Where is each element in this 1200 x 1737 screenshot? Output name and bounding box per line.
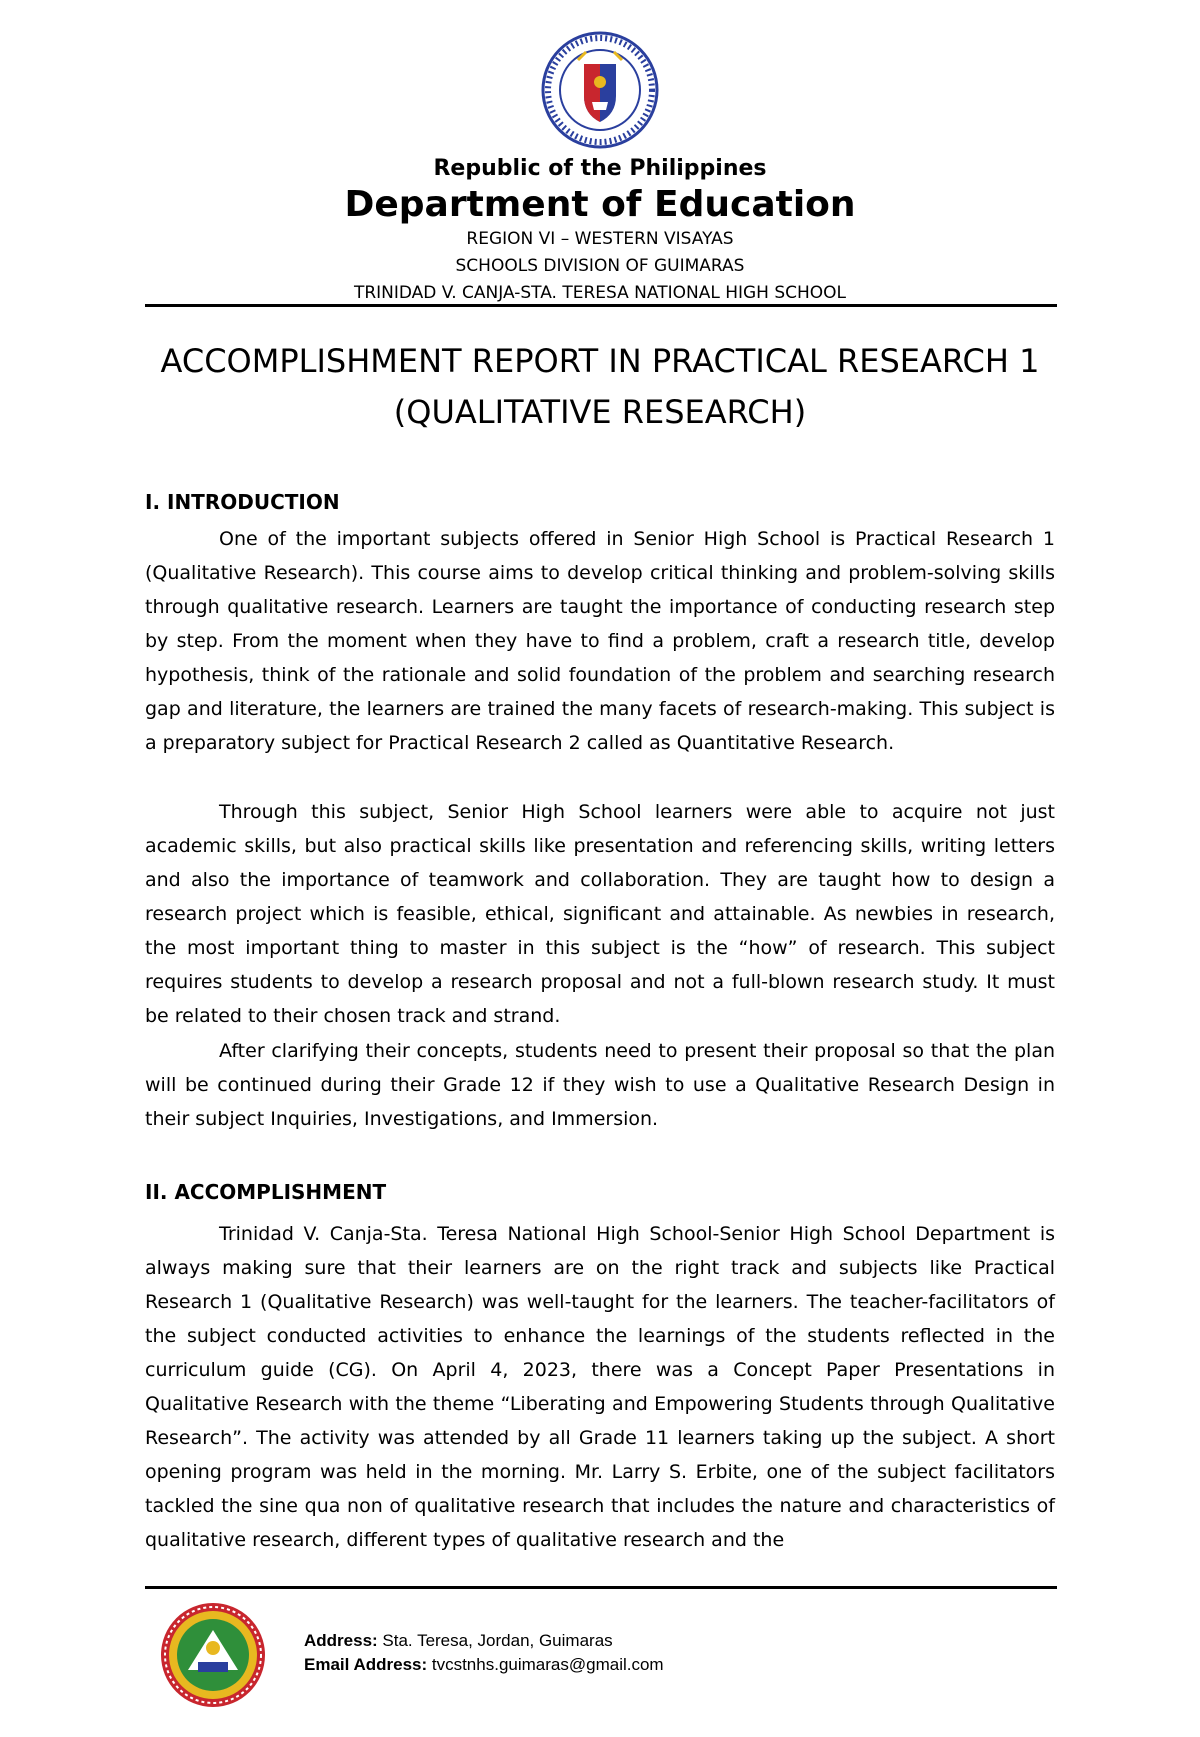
report-title-line2: (QUALITATIVE RESEARCH) [393, 393, 807, 431]
region-line: REGION VI – WESTERN VISAYAS [466, 229, 734, 249]
email-label: Email Address: [304, 1655, 428, 1674]
introduction-paragraph-3: After clarifying their concepts, students need to present their proposal so that the plan will be continued during their Grade 12 if they wish to use a Qualitative Research Design in their subject Inquiries, Investigations, and Immersion. [145, 1040, 1055, 1130]
address-label: Address: [304, 1631, 378, 1650]
school-line: TRINIDAD V. CANJA-STA. TERESA NATIONAL HIGH SCHOOL [353, 283, 847, 303]
department-heading: Department of Education [344, 184, 856, 225]
address-value: Sta. Teresa, Jordan, Guimaras [377, 1631, 613, 1650]
introduction-heading: I. INTRODUCTION [145, 490, 340, 514]
republic-heading: Republic of the Philippines [433, 156, 767, 181]
introduction-paragraph-2: Through this subject, Senior High School learners were able to acquire not just academic skills, but also practical skills like presentation and referencing skills, writing letters and also the importance of teamwork and collaboration. They are taught how to design a research project which is feasible, ethical, significant and attainable. As newbies in research, the most important thing to master in this subject is the “how” of research. This subject requires students to develop a research proposal and not a full-blown research study. It must be related to their chosen track and strand. [145, 801, 1055, 1027]
accomplishment-paragraph-1: Trinidad V. Canja-Sta. Teresa National High School-Senior High School Department is always making sure that their learners are on the right track and subjects like Practical Research 1 (Qualitative Research) was well-taught for the learners. The teacher-facilitators of the subject conducted activities to enhance the learnings of the students reflected in the curriculum guide (CG). On April 4, 2023, there was a Concept Paper Presentations in Qualitative Research with the theme “Liberating and Empowering Students through Qualitative Research”. The activity was attended by all Grade 11 learners taking up the subject. A short opening program was held in the morning. Mr. Larry S. Erbite, one of the subject facilitators tackled the sine qua non of qualitative research that includes the nature and characteristics of qualitative research, different types of qualitative research and the [145, 1223, 1055, 1551]
accomplishment-heading: II. ACCOMPLISHMENT [145, 1180, 387, 1204]
email-value: tvcstnhs.guimaras@gmail.com [427, 1655, 664, 1674]
header-divider [145, 304, 1057, 307]
deped-seal-icon [540, 30, 660, 150]
school-seal-icon [158, 1600, 268, 1710]
report-title-line1: ACCOMPLISHMENT REPORT IN PRACTICAL RESEARCH 1 [160, 342, 1040, 380]
footer-address [304, 1631, 613, 1651]
footer-divider [145, 1586, 1057, 1589]
division-line: SCHOOLS DIVISION OF GUIMARAS [455, 256, 745, 276]
introduction-paragraph-1: One of the important subjects offered in Senior High School is Practical Research 1 (Qualitative Research). This course aims to develop critical thinking and problem-solving skills through qualitative research. Learners are taught the importance of conducting research step by step. From the moment when they have to find a problem, craft a research title, develop hypothesis, think of the rationale and solid foundation of the problem and searching research gap and literature, the learners are trained the many facets of research-making. This subject is a preparatory subject for Practical Research 2 called as Quantitative Research. [145, 528, 1055, 754]
footer-email [304, 1655, 664, 1675]
